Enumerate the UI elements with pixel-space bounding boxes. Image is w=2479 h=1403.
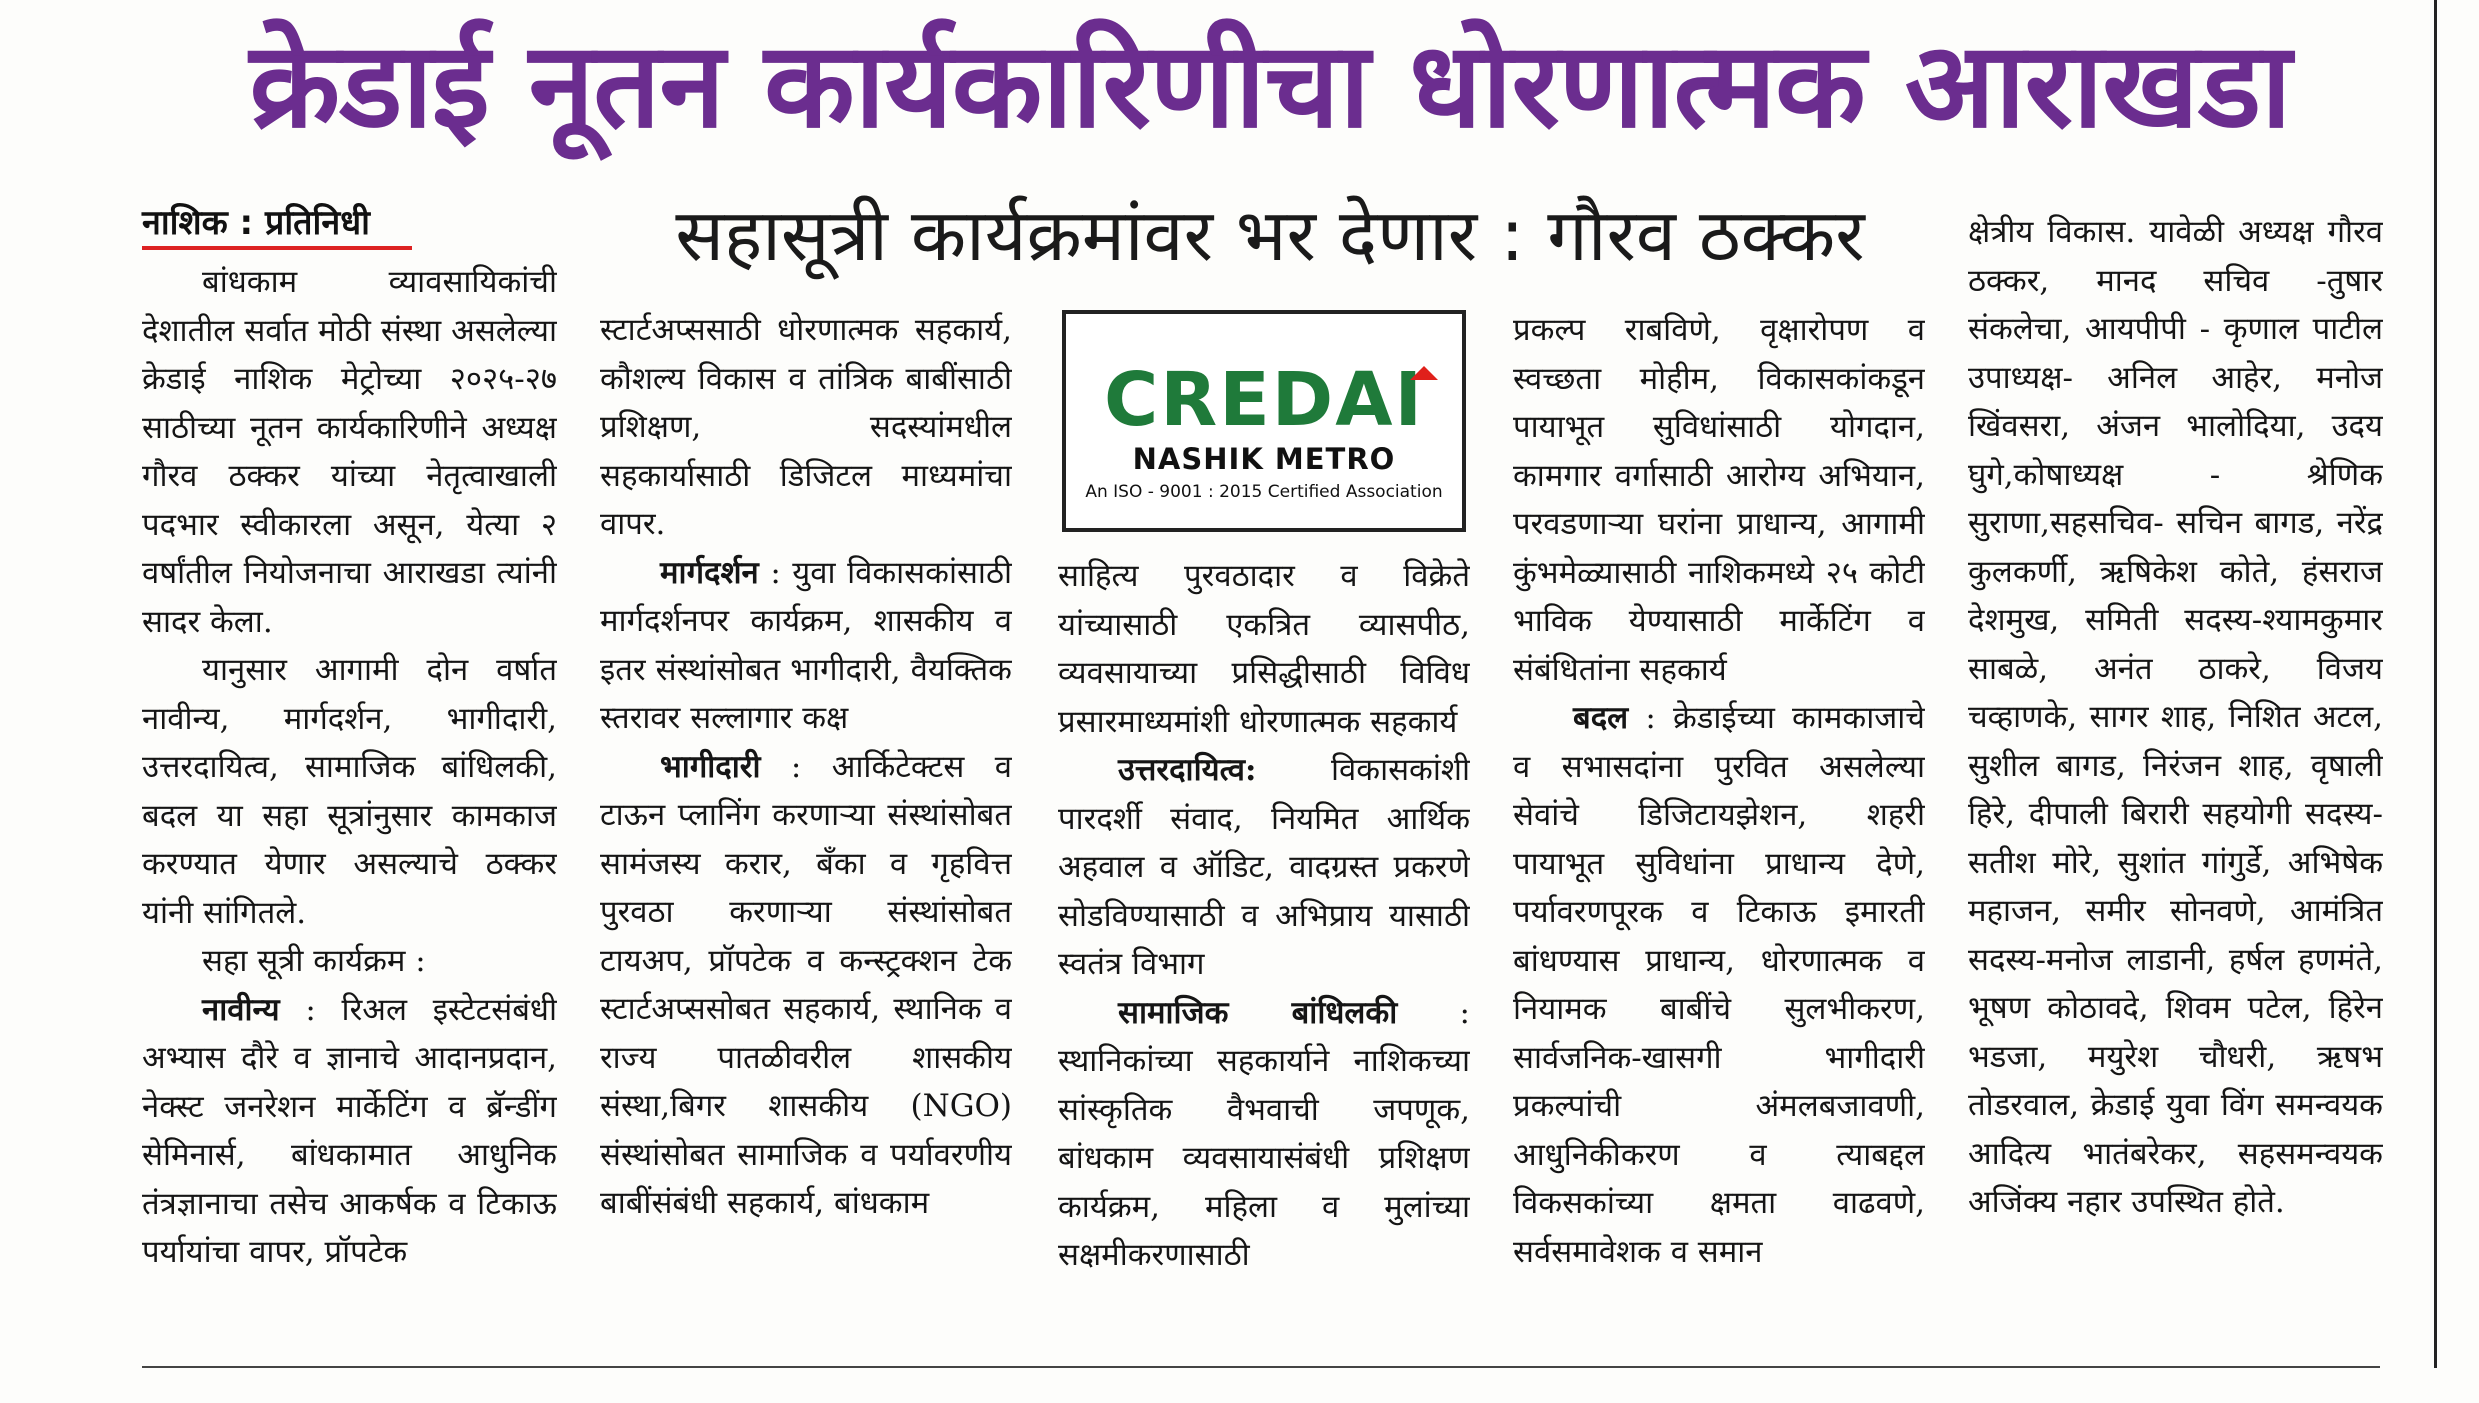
section-heading: सामाजिक बांधिलकी xyxy=(1118,994,1398,1031)
logo-wordmark: CREDAI xyxy=(1103,357,1425,443)
paragraph xyxy=(142,986,557,1277)
logo-certification: An ISO - 9001 : 2015 Certified Association xyxy=(1085,482,1443,502)
article-column-4 xyxy=(1513,306,1925,1328)
byline-underline xyxy=(142,246,412,250)
page-edge-line xyxy=(2434,0,2437,1368)
paragraph: साहित्य पुरवठादार व विक्रेते यांच्यासाठी एकत्रित व्यासपीठ, व्यवसायाच्या प्रसिद्धीसाठी विविध प्रसारमाध्यमांशी धोरणात्मक सहकार्य xyxy=(1058,558,1470,740)
section-text: : क्रेडाईच्या कामकाजाचे व सभासदांना पुरवित असलेल्या सेवांचे डिजिटायझेशन, शहरी पायाभूत सुविधांना प्राधान्य देणे, पर्यावरणपूरक व टिकाऊ इमारती बांधण्यास प्राधान्य, धोरणात्मक व नियामक बाबींचे सुलभीकरण, सार्वजनिक-खासगी भागीदारी प्रकल्पांची अंमलबजावणी, आधुनिकीकरण व त्याबद्दल विकसकांच्या क्षमता वाढवणे, सर्वसमावेशक व समान xyxy=(1513,700,1925,1270)
paragraph xyxy=(1058,746,1470,989)
article-column-2 xyxy=(600,306,1012,1328)
section-heading: मार्गदर्शन xyxy=(660,554,759,591)
article-column-1 xyxy=(142,258,557,1328)
section-text: : रिअल इस्टेटसंबंधी अभ्यास दौरे व ज्ञानाचे आदानप्रदान, नेक्स्ट जनरेशन मार्केटिंग व ब्रॅन्डींग सेमिनार्स, बांधकामात आधुनिक तंत्रज्ञानाचा तसेच आकर्षक व टिकाऊ पर्यायांचा वापर, प्रॉपटेक xyxy=(142,991,557,1270)
paragraph xyxy=(600,549,1012,743)
section-text: : स्थानिकांच्या सहकार्याने नाशिकच्या सांस्कृतिक वैभवाची जपणूक, बांधकाम व्यवसायासंबंधी प्रशिक्षण कार्यक्रम, महिला व मुलांच्या सक्षमीकरणासाठी xyxy=(1058,994,1470,1273)
paragraph: बांधकाम व्यावसायिकांची देशातील सर्वात मोठी संस्था असलेल्या क्रेडाई नाशिक मेट्रोच्या २०२५-२७ साठीच्या नूतन कार्यकारिणीने अध्यक्ष गौरव ठक्कर यांच्या नेतृत्वाखाली पदभार स्वीकारला असून, येत्या २ वर्षांतील नियोजनाचा आराखडा त्यांनी सादर केला. xyxy=(142,264,557,640)
section-heading: नावीन्य xyxy=(202,991,280,1028)
section-heading: बदल xyxy=(1573,700,1629,736)
section-text: : आर्किटेक्टस व टाऊन प्लानिंग करणाऱ्या संस्थांसोबत सामंजस्य करार, बँका व गृहवित्त पुरवठा करणाऱ्या संस्थांसोबत टायअप, प्रॉपटेक व कन्स्ट्रक्शन टेक स्टार्टअप्ससोबत सहकार्य, स्थानिक व राज्य पातळीवरील शासकीय संस्था,बिगर शासकीय (NGO) संस्थांसोबत सामाजिक व पर्यावरणीय बाबींसंबंधी सहकार्य, बांधकाम xyxy=(600,748,1012,1221)
paragraph: क्षेत्रीय विकास. यावेळी अध्यक्ष गौरव ठक्कर, मानद सचिव -तुषार संकलेचा, आयपीपी - कृणाल पाटील उपाध्यक्ष- अनिल आहेर, मनोज खिंवसरा, अंजन भालोदिया, उदय घुगे,कोषाध्यक्ष - श्रेणिक सुराणा,सहसचिव- सचिन बागड, नरेंद्र कुलकर्णी, ऋषिकेश कोते, हंसराज देशमुख, समिती सदस्य-श्यामकुमार साबळे, अनंत ठाकरे, विजय चव्हाणके, सागर शाह, निशित अटल, सुशील बागड, निरंजन शाह, वृषाली हिरे, दीपाली बिरारी सहयोगी सदस्य-सतीश मोरे, सुशांत गांगुर्डे, अभिषेक महाजन, समीर सोनवणे, आमंत्रित सदस्य-मनोज लाडानी, हर्षल हणमंते, भूषण कोठावदे, शिवम पटेल, हिरेन भडजा, मयुरेश चौधरी, ऋषभ तोडरवाल, क्रेडाई युवा विंग समन्वयक आदित्य भातंबरेकर, सहसमन्वयक अजिंक्य नहार उपस्थित होते. xyxy=(1968,214,2383,1220)
byline: नाशिक : प्रतिनिधी xyxy=(142,203,370,243)
paragraph: यानुसार आगामी दोन वर्षात नावीन्य, मार्गदर्शन, भागीदारी, उत्तरदायित्व, सामाजिक बांधिलकी, बदल या सहा सूत्रांनुसार कामकाज करण्यात येणार असल्याचे ठक्कर यांनी सांगितले. xyxy=(142,652,557,931)
logo-roof-icon xyxy=(1410,366,1438,380)
article-column-5 xyxy=(1968,208,2383,1328)
section-text: : युवा विकासकांसाठी मार्गदर्शनपर कार्यक्रम, शासकीय व इतर संस्थांसोबत भागीदारी, वैयक्तिक स्तरावर सल्लागार कक्ष xyxy=(600,554,1012,736)
logo-subtitle: NASHIK METRO xyxy=(1132,442,1396,476)
section-heading: भागीदारी xyxy=(660,748,761,785)
section-text: विकासकांशी पारदर्शी संवाद, नियमित आर्थिक अहवाल व ऑडिट, वादग्रस्त प्रकरणे सोडविण्यासाठी व अभिप्राय यासाठी स्वतंत्र विभाग xyxy=(1058,752,1470,982)
section-heading: उत्तरदायित्व: xyxy=(1118,752,1257,788)
paragraph xyxy=(1058,989,1470,1280)
paragraph: स्टार्टअप्ससाठी धोरणात्मक सहकार्य, कौशल्य विकास व तांत्रिक बाबींसाठी प्रशिक्षण, सदस्यांमधील सहकार्यासाठी डिजिटल माध्यमांचा वापर. xyxy=(600,312,1012,542)
article-column-3 xyxy=(1058,552,1470,1328)
credai-logo xyxy=(1062,310,1466,532)
bottom-divider xyxy=(142,1366,2380,1368)
paragraph xyxy=(600,743,1012,1228)
paragraph xyxy=(1513,694,1925,1276)
subheadline: सहासूत्री कार्यक्रमांवर भर देणार : गौरव ठक्कर xyxy=(675,193,1865,277)
headline: क्रेडाई नूतन कार्यकारिणीचा धोरणात्मक आराखडा xyxy=(249,16,2291,154)
paragraph: प्रकल्प राबविणे, वृक्षारोपण व स्वच्छता मोहीम, विकासकांकडून पायाभूत सुविधांसाठी योगदान, कामगार वर्गासाठी आरोग्य अभियान, परवडणाऱ्या घरांना प्राधान्य, आगामी कुंभमेळ्यासाठी नाशिकमध्ये २५ कोटी भाविक येण्यासाठी मार्केटिंग व संबंधितांना सहकार्य xyxy=(1513,312,1925,688)
section-intro: सहा सूत्री कार्यक्रम : xyxy=(202,943,426,979)
